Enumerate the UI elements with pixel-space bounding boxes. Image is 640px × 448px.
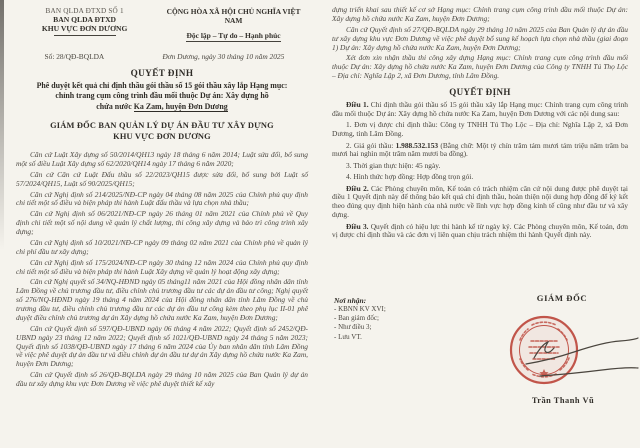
national-motto: Độc lập – Tự do – Hạnh phúc <box>186 31 281 40</box>
article-1-item-1: 1. Đơn vị được chỉ định thầu: Công ty TNHH Tú Thọ Lộc – Địa chỉ: Nghĩa Lập 2, xã Đơn Dương, tỉnh Lâm Đồng. <box>332 120 628 139</box>
recipient-item: - Ban giám đốc; <box>334 314 379 323</box>
price-amount: 1.988.532.153 <box>395 140 439 150</box>
doc-heading: QUYẾT ĐỊNH <box>130 68 194 78</box>
price-in-words: (Bằng chữ: Một tỷ chín trăm tám mươi tám triệu năm trăm ba mươi hai nghìn một trăm năm mươi ba đồng). <box>332 140 629 159</box>
citation-paragraphs <box>16 151 308 389</box>
article-2-text: Các Phòng chuyên môn, Kế toán có trách nhiệm căn cứ nội dung được phê duyệt tại điều 1 Quyết định này để thông báo kết quả chỉ định thầu, hoàn thiện nội dung hợp đồng để ký kết theo đúng quy định hiện hành của nhà nước về lĩnh vực hợp đồng kinh tế cũng như đầu tư và xây dựng. <box>332 183 628 220</box>
scan-edge-artifact <box>0 0 4 250</box>
dateline: Đơn Dương, ngày 30 tháng 10 năm 2025 <box>162 52 285 61</box>
issuer-heading <box>16 121 308 143</box>
article-1-item-2 <box>332 142 628 160</box>
recipient-item: - Lưu VT. <box>334 332 362 341</box>
recipient-item: - Như điều 3; <box>334 323 372 332</box>
citation-paragraph: Căn cứ Quyết định số 27/QĐ-BQLDA ngày 29 tháng 10 năm 2025 của Ban Quản lý dự án đầu tư xây dựng khu vực Đơn Dương về việc phê duyệt bổ sung kế hoạch lựa chọn nhà thầu (giai đoạn 1) Dự án: Xây dựng hồ chứa nước Ka Zam, huyện Đơn Dương; <box>332 24 628 52</box>
citation-paragraph: Căn cứ Quyết định số 26/QĐ-BQLDA ngày 29 tháng 10 năm 2025 của Ban Quản lý dự án đầu tư xây dựng khu vực Đơn Dương về việc phê duyệt thiết kế xây <box>16 370 308 389</box>
recipients-block <box>334 296 386 342</box>
agency-underline <box>54 35 116 36</box>
article-2 <box>332 185 628 221</box>
national-motto-block <box>159 7 308 43</box>
price-label: 2. Giá gói thầu: <box>346 140 396 150</box>
doc-number-date-row <box>16 52 308 61</box>
official-seal <box>506 306 640 394</box>
agency-parent: BAN QLDA ĐTXD SỐ 1 <box>45 7 124 15</box>
document-header <box>16 7 308 43</box>
citation-paragraph: Căn cứ Nghị định số 10/2021/NĐ-CP ngày 09 tháng 02 năm 2021 của Chính phủ về quản lý chi phí đầu tư xây dựng; <box>16 237 308 256</box>
article-1-text: Chỉ định thầu gói thầu số 15 gói thầu xây lắp Hạng mục: Chỉnh trang cụm công trình đầu mối thuộc Dự án: Xây dựng hồ chứa nước Ka Zam, huyện Đơn Dương với các nội dung sau: <box>332 100 628 118</box>
article-3-text: Quyết định có hiệu lực thi hành kể từ ngày ký. Các Phòng chuyên môn, Kế toán, đơn vị được chỉ định thầu và các đơn vị liên quan chịu trách nhiệm thi hành Quyết định này. <box>332 221 628 240</box>
citation-paragraph: Căn cứ Nghị định số 06/2021/NĐ-CP ngày 26 tháng 01 năm 2021 của Chính phủ về Quy định chi tiết một số nội dung về quản lý chất lượng, thi công xây dựng và bảo trì công trình xây dựng; <box>16 209 308 237</box>
article-1-label: Điều 1. <box>346 100 369 109</box>
doc-title-line3: chứa nước <box>96 101 134 111</box>
signer-title: GIÁM ĐỐC <box>536 293 588 303</box>
citation-paragraph: Căn cứ Quyết định số 597/QĐ-UBND ngày 06 tháng 4 năm 2022; Quyết định số 2452/QĐ-UBND ngày 23 tháng 12 năm 2022; Quyết định số 1021/QĐ-UBND ngày 24 tháng 5 năm 2023; Quyết định số 1038/QĐ-UBND ngày 17 tháng 6 năm 2024 của Ủy ban nhân dân tỉnh Lâm Đồng về việc phê duyệt dự án đầu tư và điều chỉnh dự án đầu tư dự án Xây dựng hồ chứa nước Ka Zam, huyện Đơn Dương; <box>16 323 308 369</box>
article-1 <box>332 101 628 119</box>
recipient-item: - KBNN KV XVI; <box>334 305 386 313</box>
seal-and-signature-graphic <box>506 306 640 394</box>
doc-title <box>16 81 308 112</box>
article-2-label: Điều 2. <box>346 183 369 193</box>
citation-paragraph: Căn cứ Căn cứ Luật Đấu thầu số 22/2023/QH15 được sửa đổi, bổ sung bởi Luật số 57/2024/QH15, Luật số 90/2025/QH15; <box>16 169 308 188</box>
signer-name: Trần Thanh Vũ <box>531 396 595 405</box>
article-3 <box>332 223 628 241</box>
national-title: CỘNG HÒA XÃ HỘI CHỦ NGHĨA VIỆT NAM <box>166 7 301 25</box>
doc-number: Số: 28/QĐ-BQLDA <box>44 52 105 61</box>
citation-paragraph: Căn cứ Nghị quyết số 34/NQ-HĐND ngày 05 tháng11 năm 2021 của Hội đồng nhân dân tỉnh Lâm Đồng về chủ trương đầu tư, điều chỉnh chủ trương đầu tư các dự án đầu tư công; Nghị quyết số 276/NQ-HĐND ngày 19 tháng 4 năm 2024 của Hội đồng nhân dân tỉnh Lâm Đồng về chủ trương đầu tư, điều chỉnh chủ trương đầu tư các dự án đầu tư công kèm theo phụ lục II-01 phê duyệt điều chỉnh chủ trương dự án Xây dựng hồ chứa nước Ka Zam, huyện Đơn Dương; <box>16 277 308 322</box>
citation-continuation: dựng triển khai sau thiết kế cơ sở Hạng mục: Chỉnh trang cụm công trình đầu mối thuộc Dự án: Xây dựng hồ chứa nước Ka Zam, huyện Đơn Dương; <box>332 5 628 23</box>
citation-paragraph: Căn cứ Luật Xây dựng số 50/2014/QH13 ngày 18 tháng 6 năm 2014; Luật sửa đổi, bổ sung một số điều Luật Xây dựng số 62/2020/QH14 ngày 17 tháng 6 năm 2020; <box>16 150 308 168</box>
doc-title-line1: Phê duyệt kết quả chỉ định thầu gói thầu số 15 gói thầu xây lắp Hạng mục: <box>36 81 288 90</box>
issuer-line2: KHU VỰC ĐƠN DƯƠNG <box>113 132 211 142</box>
article-3-label: Điều 3. <box>346 221 369 231</box>
doc-title-line2: chỉnh trang cụm công trình đầu mối thuộc Dự án: Xây dựng hồ <box>55 91 269 101</box>
agency-name-line2: KHU VỰC ĐƠN DƯƠNG <box>41 24 128 33</box>
agency-name-line1: BAN QLDA ĐTXD <box>53 15 117 24</box>
issuer-line1: GIÁM ĐỐC BAN QUẢN LÝ DỰ ÁN ĐẦU TƯ XÂY DỰNG <box>50 121 274 131</box>
recipients-label: Nơi nhận: <box>334 296 367 305</box>
citation-paragraph: Căn cứ Nghị định số 175/2024/NĐ-CP ngày 30 tháng 12 năm 2024 của Chính phủ quy định chi tiết một số điều và biện pháp thi hành Luật Xây dựng về quản lý hoạt động xây dựng; <box>16 257 308 276</box>
citation-paragraph: Xét đơn xin nhận thầu thi công xây dựng Hạng mục: Chỉnh trang cụm công trình đầu mối thuộc Dự án: Xây dựng hồ chứa nước Ka Zam, huyện Đơn Dương của Công ty TNHH Tú Thọ Lộc – Địa chỉ: Nghĩa Lập 2, xã Đơn Dương, tỉnh Lâm Đồng. <box>332 53 628 81</box>
articles <box>332 101 628 240</box>
page-right <box>320 0 640 448</box>
citation-paragraph: Căn cứ Nghị định số 214/2025/NĐ-CP ngày 04 tháng 08 năm 2025 của Chính phủ quy định chi tiết một số điều và biện pháp thi hành Luật đấu thầu và lựa chọn nhà thầu; <box>16 189 308 208</box>
article-1-item-3: 3. Thời gian thực hiện: 45 ngày. <box>346 160 441 170</box>
agency-block <box>16 7 153 43</box>
article-1-item-4: 4. Hình thức hợp đồng: Hợp đồng trọn gói. <box>346 172 474 182</box>
doc-title-underlined-part: Ka Zam, huyện Đơn Dương <box>133 101 228 111</box>
decision-heading: QUYẾT ĐỊNH <box>449 87 511 97</box>
